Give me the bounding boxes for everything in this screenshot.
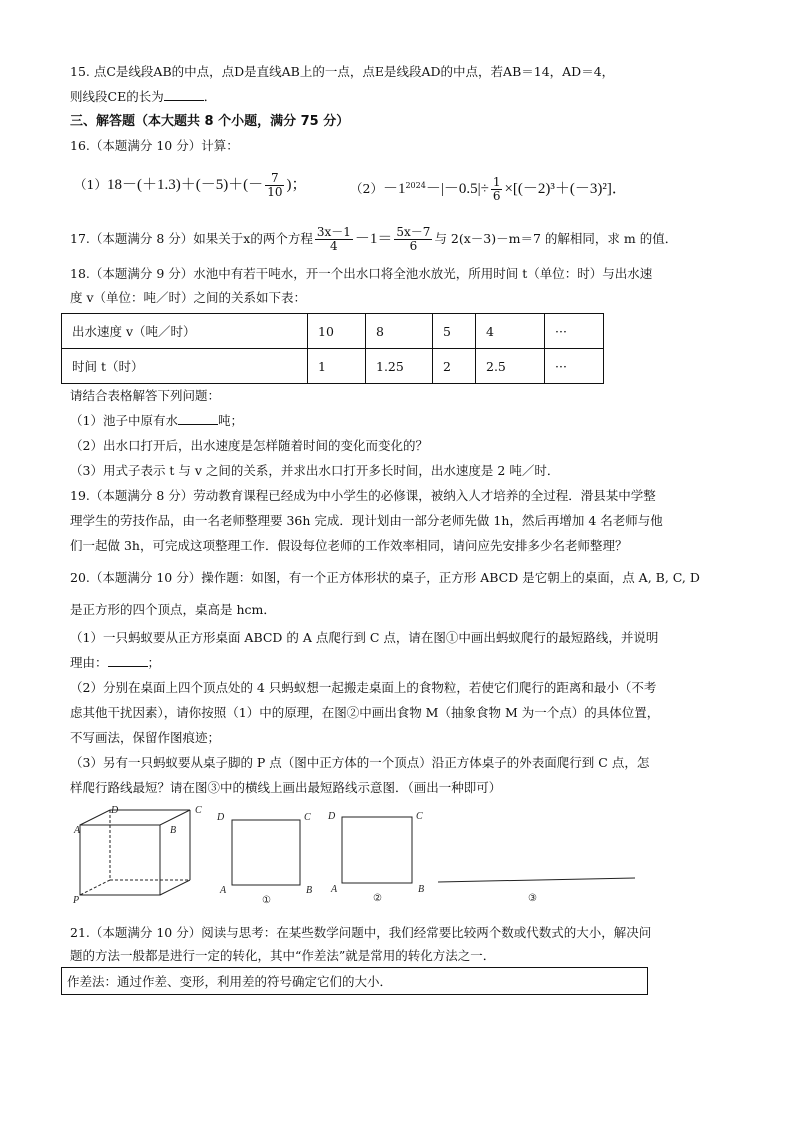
sq2-label-a: A xyxy=(331,884,338,895)
sq2-label-b: B xyxy=(418,884,425,895)
q16-p1-den: 10 xyxy=(267,185,283,199)
cube-label-a: A xyxy=(74,825,81,836)
q16-p2-num: 1 xyxy=(492,175,501,190)
q21-line1: 21.（本题满分 10 分）阅读与思考：在某些数学问题中，我们经常要比较两个数或代数式的大小，解决问 xyxy=(70,925,652,940)
sq2-label-d: D xyxy=(328,811,336,822)
table-cell: 5 xyxy=(433,314,476,349)
q20-s2b: 虑其他干扰因素），请你按照（1）中的原理，在图②中画出食物 M（抽象食物 M 为一个点）的具体位置， xyxy=(70,705,660,720)
q18-line2: 度 v（单位：吨／时）之间的关系如下表： xyxy=(70,290,307,305)
table-cell: 1.25 xyxy=(366,349,433,384)
q18-s3: （3）用式子表示 t 与 v 之间的关系，并求出水口打开多长时间，出水速度是 2 吨／时． xyxy=(70,463,560,478)
q17-frac1 xyxy=(315,226,353,253)
q19-line3: 们一起做 3h，可完成这项整理工作．假设每位老师的工作效率相同，请问应先安排多少名老师整理？ xyxy=(70,538,628,553)
q16-p2-label: （2） xyxy=(350,181,383,197)
q19-line2: 理学生的劳技作品，由一名老师整理要 36h 完成．现计划由一部分老师先做 1h，然后再增加 4 名老师与他 xyxy=(70,513,663,528)
q15-line1: 15. 点C是线段AB的中点，点D是直线AB上的一点，点E是线段AD的中点，若AB＝14，AD＝4， xyxy=(70,64,615,79)
q16-p2-a: －1 xyxy=(382,181,406,198)
q16-part2 xyxy=(350,176,627,203)
q18-s1 xyxy=(70,411,243,431)
table-cell: 1 xyxy=(308,349,366,384)
q16-part1 xyxy=(74,172,306,199)
table-row xyxy=(62,314,604,349)
q15-answer-blank[interactable] xyxy=(164,88,204,101)
table-cell: 2.5 xyxy=(476,349,545,384)
q17-frac2 xyxy=(394,226,432,253)
line3-caption: ③ xyxy=(528,893,537,904)
sq1-label-a: A xyxy=(220,885,227,896)
q18-line1: 18.（本题满分 9 分）水池中有若干吨水，开一个出水口将全池水放光，所用时间 t（单位：时）与出水速 xyxy=(70,266,653,281)
q15-line2-pre: 则线段CE的长为 xyxy=(70,89,164,104)
q16-p2-fraction xyxy=(491,176,503,203)
q20-answer-blank[interactable] xyxy=(108,654,148,667)
cube-label-b: B xyxy=(170,825,177,836)
q20-s1a: （1）一只蚂蚁要从正方形桌面 ABCD 的 A 点爬行到 C 点，请在图①中画出蚂蚁爬行的最短路线，并说明 xyxy=(70,630,659,645)
q16-p2-b: －|－0.5|÷ xyxy=(425,181,489,198)
q20-s2c: 不写画法，保留作图痕迹； xyxy=(70,730,221,745)
table-cell: 2 xyxy=(433,349,476,384)
q15-line2 xyxy=(70,87,216,107)
q18-s1-post: 吨； xyxy=(217,413,243,428)
q18-answer-blank[interactable] xyxy=(178,412,218,425)
q17-f1-den: 4 xyxy=(330,239,338,253)
q16-p2-den: 6 xyxy=(492,189,501,204)
q20-s1b-post: ； xyxy=(147,655,161,670)
q18-s1-pre: （1）池子中原有水 xyxy=(70,413,178,428)
q18-after: 请结合表格解答下列问题： xyxy=(70,388,221,403)
q16-p2-exp: 2024 xyxy=(405,181,426,190)
q17-f2-den: 6 xyxy=(409,239,418,253)
q18-table xyxy=(61,313,604,384)
sq2-label-c: C xyxy=(416,811,423,822)
q20-s2a: （2）分别在桌面上四个顶点处的 4 只蚂蚁想一起搬走桌面上的食物粒，若使它们爬行的距离和最小（不考 xyxy=(70,680,657,695)
q17-mid1: －1＝ xyxy=(354,231,393,247)
q17-pre: 17.（本题满分 8 分）如果关于x的两个方程 xyxy=(70,231,313,246)
table-cell: 10 xyxy=(308,314,366,349)
sq1-label-d: D xyxy=(217,812,225,823)
q20-s3b: 样爬行路线最短？请在图③中的横线上画出最短路线示意图．（画出一种即可） xyxy=(70,780,502,795)
q17-f1-num: 3x－1 xyxy=(316,225,351,239)
q16-title: 16.（本题满分 10 分）计算： xyxy=(70,138,239,153)
q16-p2-c: ×[(－2)³＋(－3)²]． xyxy=(504,181,627,198)
q16-p1-tail: )； xyxy=(286,177,307,193)
q21-definition-box xyxy=(61,967,648,995)
q16-p1-fraction xyxy=(265,172,284,199)
q17-line xyxy=(70,226,677,253)
cube-label-c: C xyxy=(195,805,202,816)
drawing-line-3[interactable] xyxy=(438,878,635,882)
cube-label-d: D xyxy=(111,805,119,816)
table-cell: 8 xyxy=(366,314,433,349)
q20-line2: 是正方形的四个顶点，桌高是 hcm． xyxy=(70,602,276,617)
sq1-label-b: B xyxy=(306,885,313,896)
table-cell: ··· xyxy=(545,349,604,384)
cube-figure xyxy=(80,810,190,895)
table-cell: 出水速度 v（吨／时） xyxy=(62,314,308,349)
q18-s2: （2）出水口打开后，出水速度是怎样随着时间的变化而变化的？ xyxy=(70,438,428,453)
q21-line2: 题的方法一般都是进行一定的转化，其中“作差法”就是常用的转化方法之一． xyxy=(70,948,496,963)
q20-s1b-pre: 理由： xyxy=(70,655,108,670)
square-1 xyxy=(232,820,300,885)
table-row xyxy=(62,349,604,384)
q20-s3a: （3）另有一只蚂蚁要从桌子脚的 P 点（图中正方体的一个顶点）沿正方体桌子的外表面爬行到 C 点，怎 xyxy=(70,755,650,770)
q21-box-text: 作差法：通过作差、变形，利用差的符号确定它们的大小． xyxy=(67,974,393,989)
q20-line1: 20.（本题满分 10 分）操作题：如图，有一个正方体形状的桌子，正方形 ABCD 是它朝上的桌面，点 A, B, C, D xyxy=(70,570,700,585)
q15-line2-post: ． xyxy=(203,89,217,104)
q17-f2-num: 5x－7 xyxy=(396,225,431,239)
q16-p1-expr: 18－(＋1.3)＋(－5)＋(－ xyxy=(106,177,264,193)
table-cell: ··· xyxy=(545,314,604,349)
q20-figure xyxy=(60,800,660,915)
table-cell: 4 xyxy=(476,314,545,349)
sq1-caption: ① xyxy=(262,895,271,906)
section-heading: 三、解答题（本大题共 8 个小题，满分 75 分） xyxy=(70,114,350,129)
q16-p1-label: （1） xyxy=(74,177,107,192)
q16-p1-num: 7 xyxy=(265,172,284,186)
q17-mid2: 与 2(x－3)－m＝7 的解相同，求 m 的值． xyxy=(434,231,678,246)
table-cell: 时间 t（时） xyxy=(62,349,308,384)
cube-label-p: P xyxy=(73,895,80,906)
square-2 xyxy=(342,817,412,883)
q20-s1b xyxy=(70,653,160,673)
q19-line1: 19.（本题满分 8 分）劳动教育课程已经成为中小学生的必修课，被纳入人才培养的全过程．滑县某中学整 xyxy=(70,488,656,503)
sq2-caption: ② xyxy=(373,893,382,904)
sq1-label-c: C xyxy=(304,812,311,823)
